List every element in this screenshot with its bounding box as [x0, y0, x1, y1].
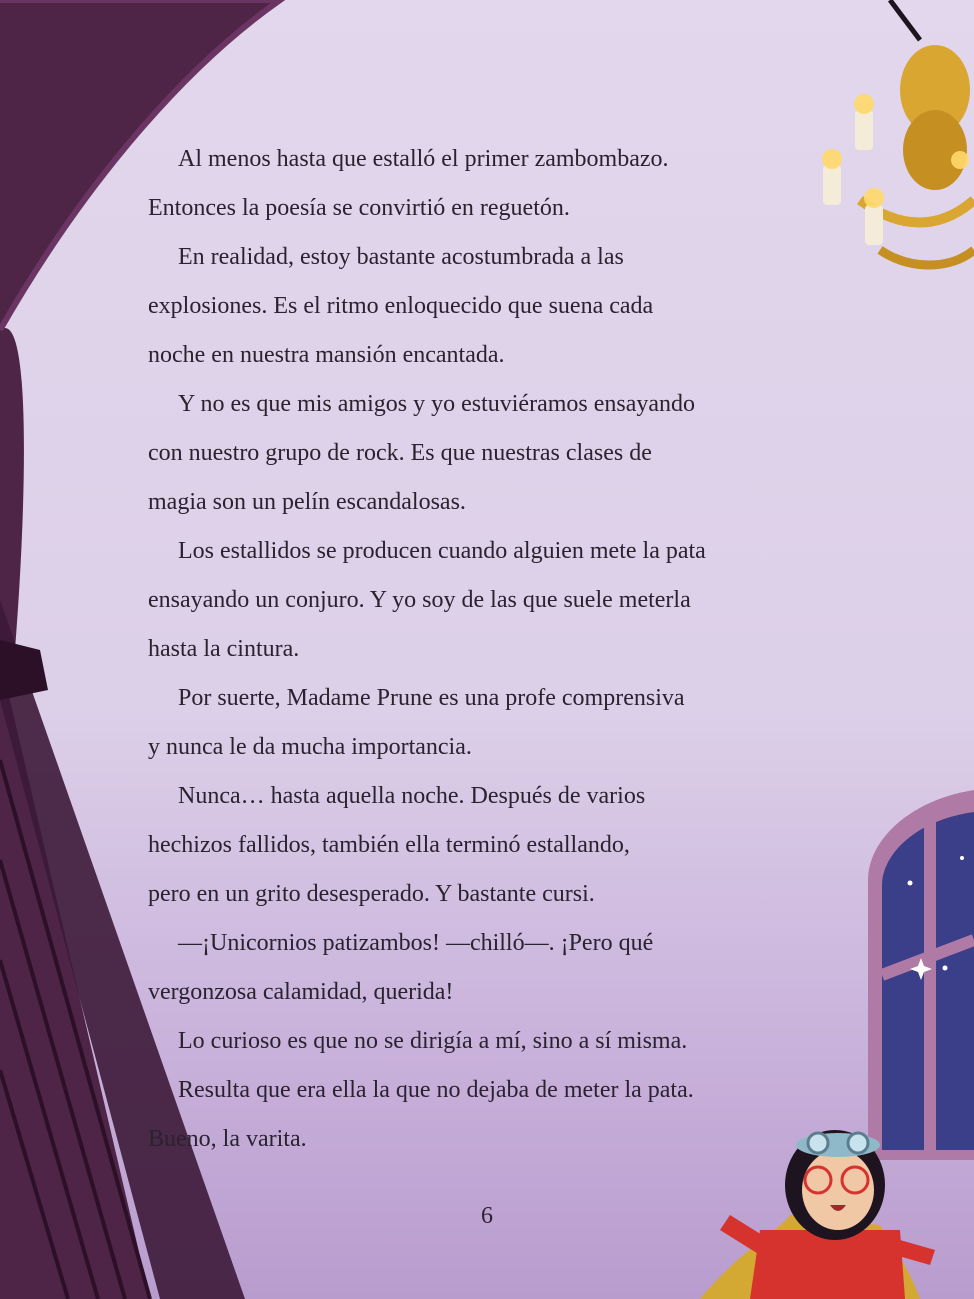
text-line: Resulta que era ella la que no dejaba de meter la pata.: [178, 1077, 694, 1103]
text-line: Y no es que mis amigos y yo estuviéramos ensayando: [178, 391, 696, 417]
paragraph: [148, 233, 828, 380]
paragraph: [148, 772, 828, 919]
text-line: explosiones. Es el ritmo enloquecido que suena cada: [148, 293, 654, 319]
text-line: Los estallidos se producen cuando alguien mete la pata: [178, 538, 706, 564]
paragraph: [148, 380, 828, 527]
paragraph: [148, 527, 828, 674]
text-line: Lo curioso es que no se dirigía a mí, sino a sí misma.: [178, 1028, 688, 1054]
text-line: con nuestro grupo de rock. Es que nuestras clases de: [148, 440, 652, 466]
paragraph: [148, 1066, 828, 1164]
text-line: Por suerte, Madame Prune es una profe comprensiva: [178, 685, 685, 711]
story-text: [148, 135, 828, 1164]
text-line: hechizos fallidos, también ella terminó estallando,: [148, 832, 630, 858]
page-number: 6: [481, 1203, 493, 1229]
text-line: noche en nuestra mansión encantada.: [148, 342, 505, 368]
text-line: —¡Unicornios patizambos! —chilló—. ¡Pero qué: [178, 930, 654, 956]
text-line: Nunca… hasta aquella noche. Después de varios: [178, 783, 646, 809]
text-line: magia son un pelín escandalosas.: [148, 489, 466, 515]
text-line: vergonzosa calamidad, querida!: [148, 979, 454, 1005]
paragraph: [148, 919, 828, 1017]
arched-window-illustration: [868, 790, 974, 1160]
text-line: hasta la cintura.: [148, 636, 300, 662]
text-line: En realidad, estoy bastante acostumbrada a las: [178, 244, 624, 270]
paragraph: [148, 135, 828, 233]
text-line: ensayando un conjuro. Y yo soy de las que suele meterla: [148, 587, 691, 613]
text-line: pero en un grito desesperado. Y bastante cursi.: [148, 881, 595, 907]
paragraph: [148, 674, 828, 772]
text-line: y nunca le da mucha importancia.: [148, 734, 472, 760]
text-line: Entonces la poesía se convirtió en reguetón.: [148, 195, 570, 221]
chandelier-illustration: [822, 0, 974, 265]
paragraph: [148, 1017, 828, 1066]
text-line: Al menos hasta que estalló el primer zambombazo.: [178, 146, 669, 172]
text-line: Bueno, la varita.: [148, 1126, 307, 1152]
